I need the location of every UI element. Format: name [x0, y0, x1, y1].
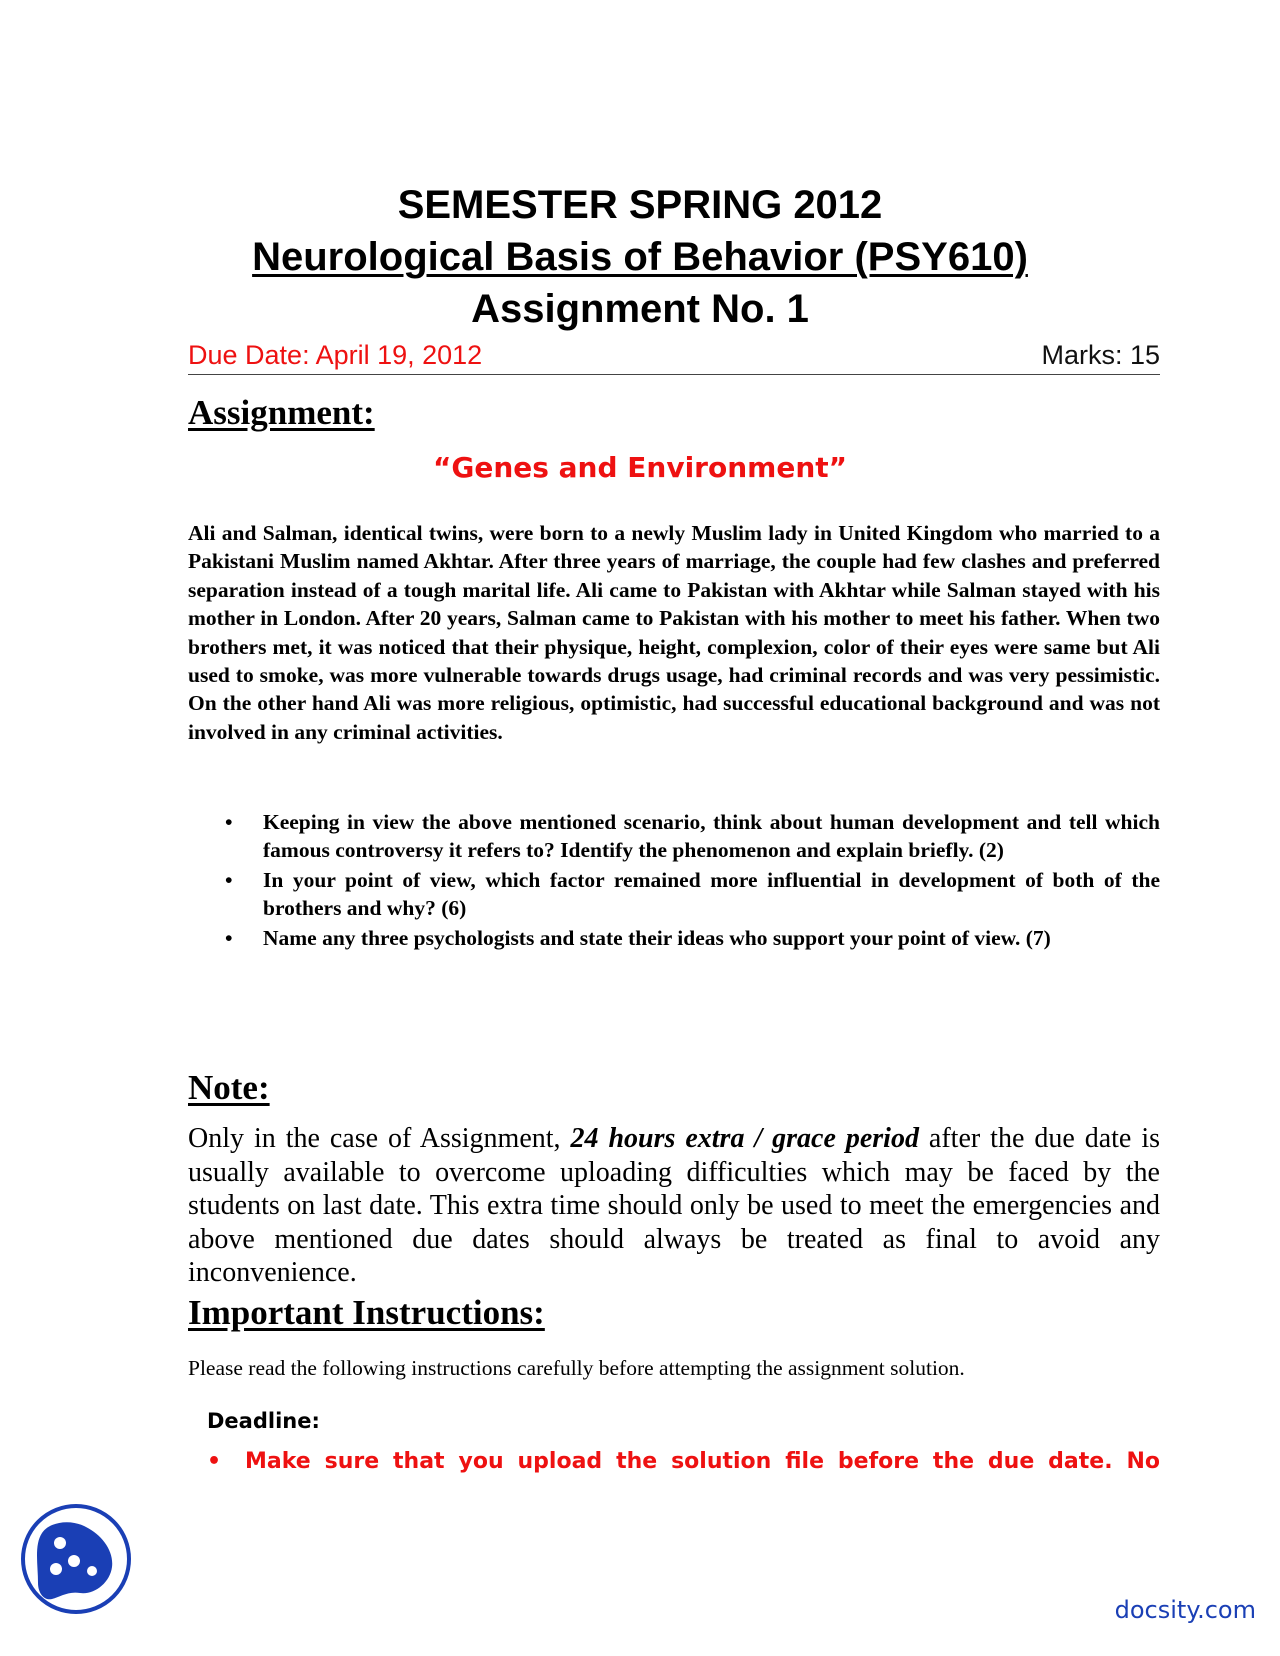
deadline-label: Deadline:	[207, 1409, 320, 1433]
question-text: In your point of view, which factor remained more influential in development of both of the brothers and why? (6)	[263, 867, 1160, 921]
assignment-number: Assignment No. 1	[471, 287, 809, 331]
assignment-heading: Assignment:	[188, 393, 375, 432]
instructions-intro: Please read the following instructions carefully before attempting the assignment solution.	[188, 1356, 965, 1380]
bullet-icon: •	[225, 925, 233, 950]
grace-period-emphasis: 24 hours extra / grace period	[570, 1123, 919, 1154]
docsity-watermark[interactable]: docsity.com	[1114, 1596, 1256, 1624]
course-title-text: Neurological Basis of Behavior (PSY610)	[252, 235, 1028, 279]
note-paragraph	[188, 1122, 1160, 1290]
question-item	[188, 866, 1160, 923]
question-item	[188, 924, 1160, 952]
bullet-icon: •	[225, 810, 233, 834]
question-list	[188, 808, 1160, 953]
question-item	[188, 808, 1160, 865]
note-text-before: Only in the case of Assignment,	[188, 1123, 571, 1154]
marks: Marks: 15	[1041, 340, 1160, 370]
course-title	[0, 233, 1280, 281]
topic-title: “Genes and Environment”	[432, 451, 848, 484]
question-text: Name any three psychologists and state their ideas who support your point of view. (7)	[263, 925, 1051, 950]
important-instructions-heading: Important Instructions:	[188, 1293, 545, 1332]
note-text-after: after the due date is usually available to overcome uploading difficulties which may be faced by the students on last date. This extra time should only be used to meet the emergencies and above mentioned due dates should always be treated as final to avoid any inconvenience.	[188, 1123, 1160, 1288]
semester-title: SEMESTER SPRING 2012	[397, 183, 883, 227]
scenario-paragraph: Ali and Salman, identical twins, were born to a newly Muslim lady in United Kingdom who married to a Pakistani Muslim named Akhtar. After three years of marriage, the couple had few clashes and preferred separation instead of a tough marital life. Ali came to Pakistan with Akhtar while Salman stayed with his mother in London. After 20 years, Salman came to Pakistan with his mother to meet his father. When two brothers met, it was noticed that their physique, height, complexion, color of their eyes were same but Ali used to smoke, was more vulnerable towards drugs usage, had criminal records and was very pessimistic. On the other hand Ali was more religious, optimistic, had successful educational background and was not involved in any criminal activities.	[188, 521, 1160, 744]
due-date: Due Date: April 19, 2012	[188, 340, 483, 370]
docsity-logo-icon[interactable]	[20, 1503, 132, 1615]
deadline-item-text: Make sure that you upload the solution file before the due date. No	[245, 1449, 1160, 1474]
note-heading: Note:	[188, 1068, 270, 1107]
bullet-icon: •	[207, 1449, 222, 1474]
bullet-icon: •	[225, 867, 233, 892]
question-text: Keeping in view the above mentioned scenario, think about human development and tell which famous controversy it refers to? Identify the phenomenon and explain briefly. (2)	[263, 810, 1160, 863]
due-marks-row	[188, 340, 1160, 375]
